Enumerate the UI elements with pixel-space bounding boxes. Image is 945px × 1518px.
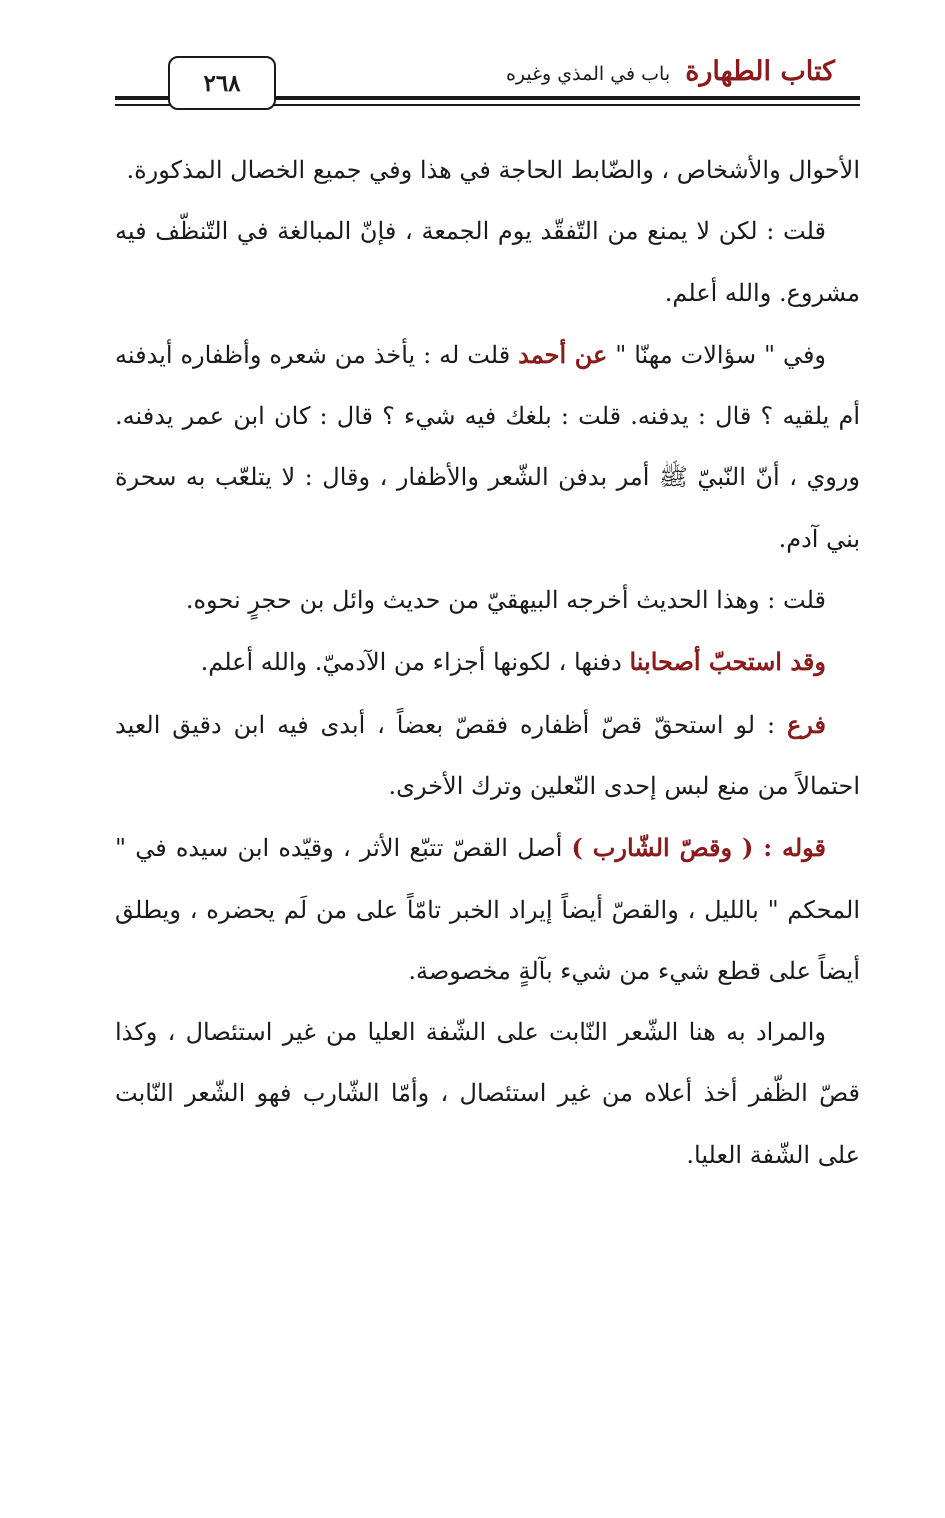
paragraph-5	[115, 631, 860, 693]
page-body	[115, 140, 860, 1186]
paragraph-text: قلت له : يأخذ من شعره وأظفاره أيدفنه أم يلقيه ؟ قال : يدفنه. قلت : بلغك فيه شيء ؟ قال : كان ابن عمر يدفنه. وروي ، أنّ النّبيّ ﷺ أمر بدفن الشّعر والأظفار ، وقال : لا يتلعّب به سحرة بني آدم.	[115, 340, 860, 553]
paragraph-text: والمراد به هنا الشّعر النّابت على الشّفة العليا من غير استئصال ، وكذا قصّ الظّفر أخذ أعلاه من غير استئصال ، وأمّا الشّارب فهو الشّعر النّابت على الشّفة العليا.	[115, 1018, 860, 1169]
highlighted-phrase: قوله : ( وقصّ الشّارب )	[571, 833, 826, 863]
highlighted-phrase: وقد استحبّ أصحابنا	[629, 647, 826, 677]
paragraph-text: دفنها ، لكونها أجزاء من الآدميّ. والله أعلم.	[200, 648, 630, 677]
paragraph-8	[115, 1002, 860, 1186]
paragraph-text: : لو استحقّ قصّ أظفاره فقصّ بعضاً ، أبدى فيه ابن دقيق العيد احتمالاً من منع لبس إحدى النّعلين وترك الأخرى.	[115, 710, 860, 800]
highlighted-phrase: فرع	[786, 709, 826, 739]
paragraph-text: قلت : وهذا الحديث أخرجه البيهقيّ من حديث وائل بن حجرٍ نحوه.	[185, 586, 826, 615]
highlighted-phrase: عن أحمد	[518, 339, 608, 369]
book-title: كتاب الطهارة	[685, 56, 835, 87]
paragraph-text: قلت : لكن لا يمنع من التّفقّد يوم الجمعة ، فإنّ المبالغة في التّنظّف فيه مشروع. والله أعلم.	[115, 217, 860, 307]
paragraph-2	[115, 201, 860, 324]
page-number: ٢٦٨	[203, 69, 241, 97]
running-header	[506, 56, 835, 87]
paragraph-text: أصل القصّ تتبّع الأثر ، وقيّده ابن سيده في " المحكم " بالليل ، والقصّ أيضاً إيراد الخبر تامّاً على من لَم يحضره ، ويطلق أيضاً على قطع شيء من شيء بآلةٍ مخصوصة.	[115, 834, 860, 985]
paragraph-4	[115, 570, 860, 631]
paragraph-7	[115, 817, 860, 1002]
paragraph-text: الأحوال والأشخاص ، والضّابط الحاجة في هذا وفي جميع الخصال المذكورة.	[126, 156, 860, 184]
paragraph-1	[115, 140, 860, 201]
paragraph-3	[115, 324, 860, 570]
chapter-title: باب في المذي وغيره	[505, 63, 671, 85]
paragraph-6	[115, 694, 860, 818]
page-number-box	[168, 56, 276, 110]
paragraph-text: وفي " سؤالات مهنّا "	[607, 340, 827, 369]
